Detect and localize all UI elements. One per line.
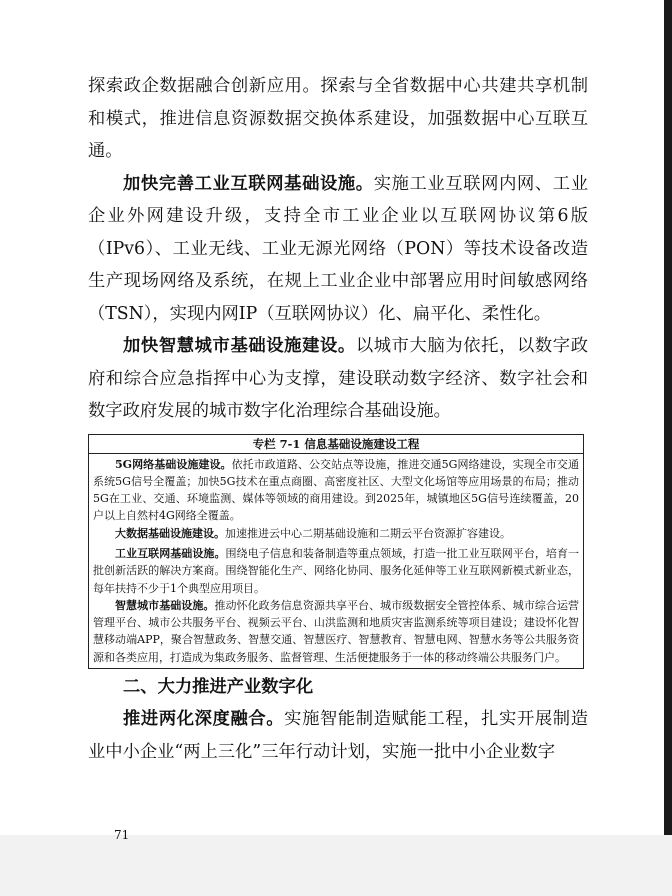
box-item-big-data [93,525,579,542]
box-item-lead: 大数据基础设施建设。 [115,526,225,540]
paragraph-smart-city [88,330,588,428]
box-item-lead: 智慧城市基础设施。 [115,598,215,612]
column-box-title: 专栏 7-1 信息基础设施建设工程 [89,435,583,454]
box-item-body: 加速推进云中心二期基础设施和二期云平台资源扩容建设。 [225,526,511,540]
box-item-lead: 工业互联网基础设施。 [115,546,226,560]
paragraph-body: 实施工业互联网内网、工业企业外网建设升级，支持全市工业企业以互联网协议第6版（IPv6）、工业无线、工业无源光网络（PON）等技术设备改造生产现场网络及系统，在规上工业企业中部署应用时间敏感网络（TSN），实现内网IP（互联网协议）化、扁平化、柔性化。 [88,173,589,324]
paragraph-lead: 推进两化深度融合。 [123,709,285,730]
column-box [88,434,584,670]
box-item-lead: 5G网络基础设施建设。 [115,457,232,471]
box-item-body: 围绕电子信息和装备制造等重点领域，打造一批工业互联网平台，培育一批创新活跃的解决方案商。围绕智能化生产、网络化协同、服务化延伸等工业互联网新模式新业态，每年扶持不少于1个典型应用项目。 [93,546,580,595]
box-item-body: 推动怀化政务信息资源共享平台、城市级数据安全管控体系、城市综合运营管理平台、城市公共服务平台、视频云平台、山洪监测和地质灾害监测系统等项目建设；建设怀化智慧移动端APP，聚合智慧政务、智慧交通、智慧医疗、智慧教育、智慧电网、智慧水务等公共服务资源和各类应用，打造成为集政务服务、监督管理、生活便捷服务于一体的移动终端公共服务门户。 [93,598,580,664]
box-item-body: 依托市政道路、公交站点等设施，推进交通5G网络建设，实现全市交通系统5G信号全覆盖；加快5G技术在重点商圈、高密度社区、大型文化场馆等应用场景的布局；推动5G在工业、交通、环境监测、媒体等领域的商用建设。到2025年，城镇地区5G信号连续覆盖，20户以上自然村4G网络全覆盖。 [93,457,579,523]
section-heading: 二、大力推进产业数字化 [123,677,314,698]
paragraph-lead: 加快完善工业互联网基础设施。 [123,173,374,194]
box-item-5g [93,456,579,525]
page-content [88,70,588,768]
paragraph-body: 以城市大脑为依托，以数字政府和综合应急指挥中心为支撑，建设联动数字经济、数字社会和数字政府发展的城市数字化治理综合基础设施。 [88,336,588,421]
paragraph-data-fusion: 探索政企数据融合创新应用。探索与全省数据中心共建共享机制和模式，推进信息资源数据交换体系建设，加强数据中心互联互通。 [88,76,588,161]
box-item-industrial-internet [93,545,579,597]
page-edge [664,0,672,835]
page-number: 71 [114,828,130,842]
paragraph-two-integration [88,703,588,768]
box-item-smart-city [93,597,579,666]
paragraph-industrial-internet [88,168,588,331]
paragraph-lead: 加快智慧城市基础设施建设。 [123,336,356,356]
paragraph-body: 实施智能制造赋能工程，扎实开展制造业中小企业“两上三化”三年行动计划，实施一批中小企业数字 [88,709,588,762]
